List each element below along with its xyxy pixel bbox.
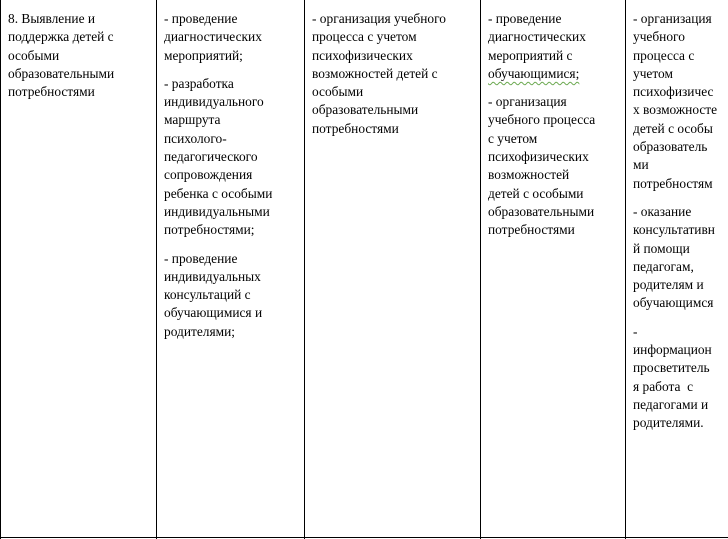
cell-psychologist-actions (164, 10, 302, 351)
cell-psychologist-para-2: - разработка индивидуального маршрута психолого- педагогического сопровождения ребенка с особыми индивидуальными потребностями; (164, 75, 273, 238)
cell-administration-para-3: - информацион просветитель я работа с педагогами и родителями. (633, 323, 712, 431)
table-border-left (0, 0, 1, 539)
table-row-bottom-border (0, 537, 728, 538)
cell-administration-actions (633, 10, 728, 443)
cell-teacher-para-1: - организация учебного процесса с учетом психофизических возможностей детей с особыми образовательными потребностями (312, 11, 446, 136)
cell-administration-para-2: - оказание консультативн й помощи педагогам, родителям и обучающимся (633, 203, 715, 311)
cell-psychologist-para-3: - проведение индивидуальных консультаций с обучающимися и родителями; (164, 250, 263, 339)
cell-administration-para-1: - организация учебного процесса с учетом психофизичес х возможносте детей с особы образователь ми потребностям (633, 11, 718, 191)
cell-class-teacher-actions (488, 10, 623, 250)
cell-direction (8, 10, 154, 111)
cell-direction-text: 8. Выявление и поддержка детей с особыми образовательными потребностями (8, 11, 115, 100)
column-divider-3 (480, 0, 481, 539)
cell-psychologist-para-1: - проведение диагностических мероприятий; (164, 11, 262, 63)
column-divider-4 (625, 0, 626, 539)
column-divider-2 (304, 0, 305, 539)
cell-class-teacher-para-1 (488, 10, 623, 83)
spellcheck-underlined-word: обучающимися; (488, 65, 580, 81)
cell-class-teacher-para-1-text: - проведение диагностических мероприятий с (488, 11, 586, 63)
cell-class-teacher-para-2: - организация учебного процесса с учетом психофизических возможностей детей с особыми образовательными потребностями (488, 94, 596, 238)
column-divider-1 (156, 0, 157, 539)
cell-teacher-actions (312, 10, 478, 148)
